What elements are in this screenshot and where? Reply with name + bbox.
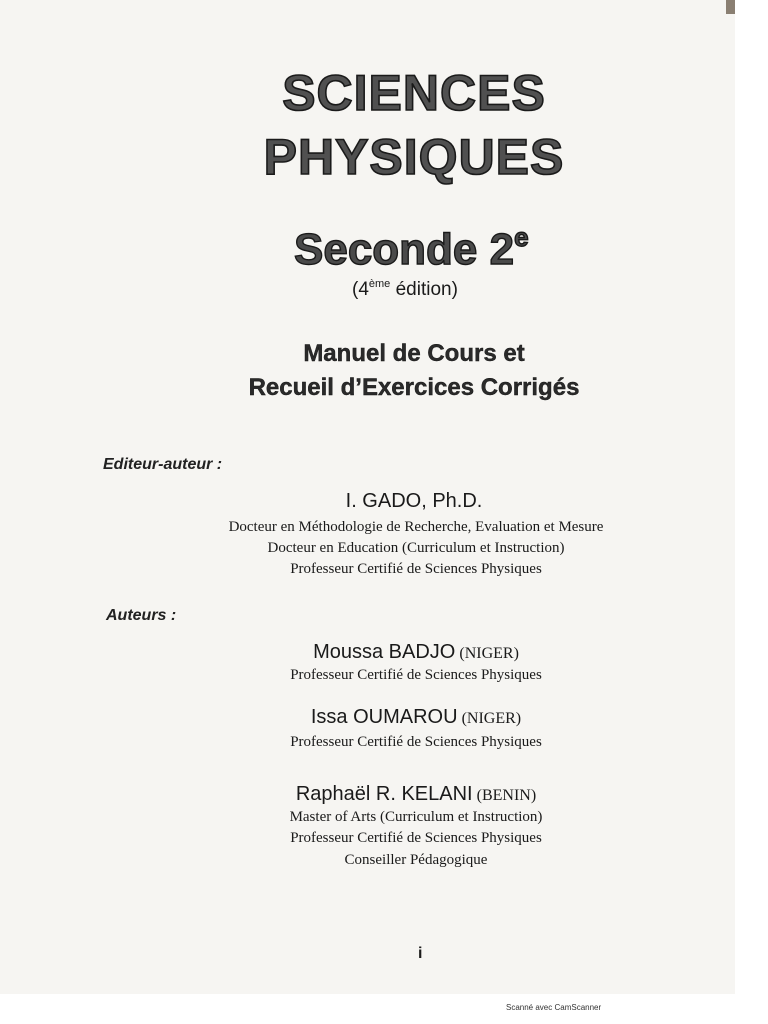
author-name <box>32 706 768 729</box>
editor-name: I. GADO, Ph.D. <box>345 490 483 512</box>
author-credential: Professeur Certifié de Sciences Physiques <box>290 667 542 683</box>
author-credential: Conseiller Pédagogique <box>344 852 488 868</box>
author-country: (BENIN) <box>472 787 537 804</box>
author-country: (NIGER) <box>455 645 519 662</box>
scanner-watermark: Scanné avec CamScanner <box>506 1003 602 1012</box>
edition-open: (4 <box>352 279 369 300</box>
author-name-text: Raphaël R. KELANI <box>295 783 473 805</box>
title-line-1: SCIENCES <box>282 65 546 121</box>
subtitle-line-1: Manuel de Cours et <box>303 340 525 367</box>
editor-role-label: Editeur-auteur : <box>103 456 223 473</box>
author-credential: Master of Arts (Curriculum et Instruction) <box>289 809 543 825</box>
author-credential: Professeur Certifié de Sciences Physiques <box>290 830 542 846</box>
edition-superscript: ème <box>368 278 391 290</box>
level-superscript: e <box>514 222 529 252</box>
author-country: (NIGER) <box>457 710 522 727</box>
level-text: Seconde 2 <box>294 225 515 274</box>
author-name-text: Moussa BADJO <box>313 641 456 663</box>
author-name <box>32 641 768 664</box>
title-line-2: PHYSIQUES <box>263 129 565 185</box>
page-corner-shadow <box>726 0 735 14</box>
author-credential: Professeur Certifié de Sciences Physiques <box>290 734 542 750</box>
editor-credential: Docteur en Education (Curriculum et Instruction) <box>267 540 565 556</box>
subtitle-line-2: Recueil d’Exercices Corrigés <box>248 374 580 401</box>
edition-rest: édition) <box>390 279 458 300</box>
editor-credential: Professeur Certifié de Sciences Physiques <box>290 561 542 577</box>
level-heading <box>294 222 529 275</box>
authors-label: Auteurs : <box>106 607 177 624</box>
edition-note <box>352 278 458 301</box>
author-name <box>32 783 768 806</box>
author-name-text: Issa OUMAROU <box>310 706 458 728</box>
page-number: i <box>418 945 423 962</box>
editor-credential: Docteur en Méthodologie de Recherche, Evaluation et Mesure <box>228 519 604 535</box>
